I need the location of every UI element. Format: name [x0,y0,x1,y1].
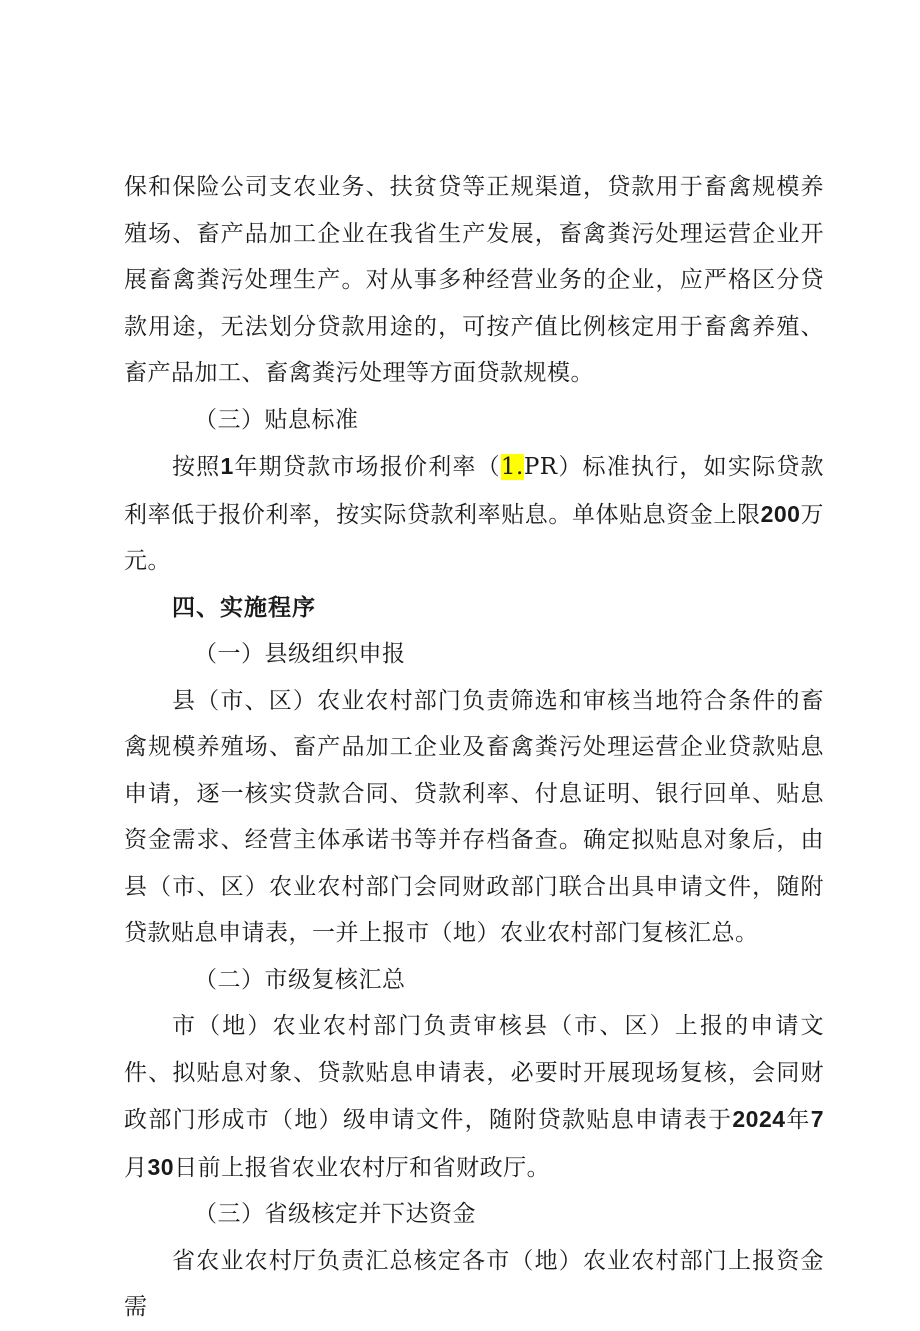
paragraph-city-review [124,1003,824,1191]
subheading-city-review: （二）市级复核汇总 [194,966,406,993]
text-segment: 万元。 [124,501,825,574]
text-segment: 日前上报省农业农村厅和省财政厅。 [174,1154,551,1181]
number-cap-amount: 200 [760,500,801,527]
paragraph-interest-rate [124,443,824,585]
document-page [124,164,824,1331]
paragraph-province-approval: 省农业农村厅负责汇总核定各市（地）农业农村部门上报资金需 [124,1247,824,1320]
text-segment: 按照 [172,454,221,480]
text-segment: 市（地）农业农村部门负责审核县（市、区）上报的申请文件、拟贴息对象、贷款贴息申请表，必要时开展现场复核，会同财政部门形成市（地）级申请文件，随附贷款贴息申请表于 [124,1013,824,1133]
number-year: 2024 [732,1106,786,1132]
text-segment: 年期贷款市场报价利率（ [233,454,501,480]
subheading-county-application: （一）县级组织申报 [194,641,406,667]
number-day: 30 [147,1153,175,1180]
number-one-year: 1 [220,453,234,479]
text-segment: 年 [785,1107,811,1133]
paragraph-county-application: 县（市、区）农业农村部门负责筛选和审核当地符合条件的畜禽规模养殖场、畜产品加工企业及畜禽粪污处理运营企业贷款贴息申请，逐一核实贷款合同、贷款利率、付息证明、银行回单、贴息资金需求、经营主体承诺书等并存档备查。确定拟贴息对象后，由县（市、区）农业农村部门会同财政部门联合出具申请文件，随附贷款贴息申请表，一并上报市（地）农业农村部门复核汇总。 [124,687,824,946]
text-segment: 月 [124,1154,148,1181]
paragraph-loan-usage: 保和保险公司支农业务、扶贫贷等正规渠道，贷款用于畜禽规模养殖场、畜产品加工企业在我省生产发展，畜禽粪污处理运营企业开展畜禽粪污处理生产。对从事多种经营业务的企业，应严格区分贷款用途，无法划分贷款用途的，可按产值比例核定用于畜禽养殖、畜产品加工、畜禽粪污处理等方面贷款规模。 [124,174,824,386]
subheading-interest-standard: （三）贴息标准 [194,406,359,433]
subheading-province-approval: （三）省级核定并下达资金 [194,1201,476,1227]
number-month: 7 [810,1106,825,1132]
text-segment: PR）标准执行，如实际贷款利率低于报价利率，按实际贷款利率贴息。单体贴息资金上限 [124,454,825,528]
section-heading-implementation: 四、实施程序 [172,594,316,621]
highlighted-text: 1. [500,454,524,480]
